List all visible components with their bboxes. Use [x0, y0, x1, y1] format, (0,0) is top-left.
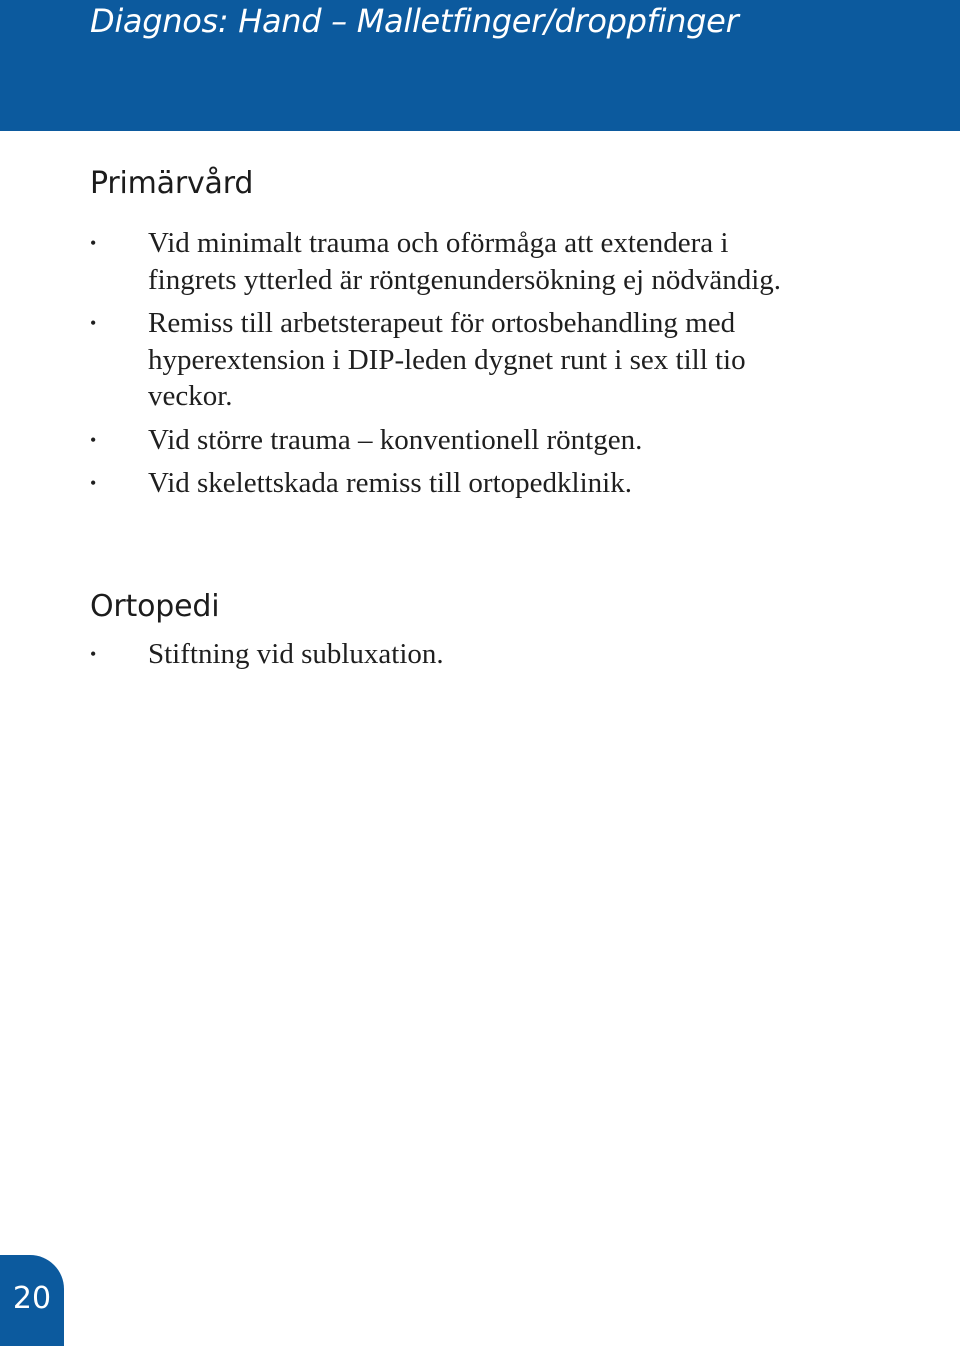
list-item [90, 305, 810, 415]
list-item-text: Remiss till arbetsterapeut för ortosbehandling med hyperextension i DIP-leden dygnet runt i sex till tio veckor. [148, 307, 746, 412]
list-item-text: Vid större trauma – konventionell röntgen. [148, 423, 643, 456]
section-heading-primarvard: Primärvård [90, 166, 254, 201]
bullet-icon: • [90, 429, 97, 450]
ortopedi-list [90, 636, 810, 673]
page-header-bar [0, 0, 960, 131]
list-item-text: Stiftning vid subluxation. [148, 638, 444, 670]
list-item [90, 422, 810, 459]
page-number-tab [0, 1255, 64, 1346]
bullet-icon: • [90, 644, 97, 664]
primarvard-list [90, 225, 810, 502]
page-number: 20 [12, 1281, 52, 1316]
list-item [90, 225, 810, 298]
list-item [90, 465, 810, 502]
list-item-text: Vid minimalt trauma och oförmåga att extendera i fingrets ytterled är röntgenundersökning ej nödvändig. [148, 227, 782, 296]
page-title: Diagnos: Hand – Malletfinger/droppfinger [90, 2, 739, 40]
list-item [90, 636, 810, 673]
bullet-icon: • [90, 313, 97, 333]
bullet-icon: • [90, 473, 97, 493]
bullet-icon: • [90, 233, 97, 253]
list-item-text: Vid skelettskada remiss till ortopedklinik. [148, 467, 632, 499]
section-heading-ortopedi: Ortopedi [90, 589, 220, 624]
